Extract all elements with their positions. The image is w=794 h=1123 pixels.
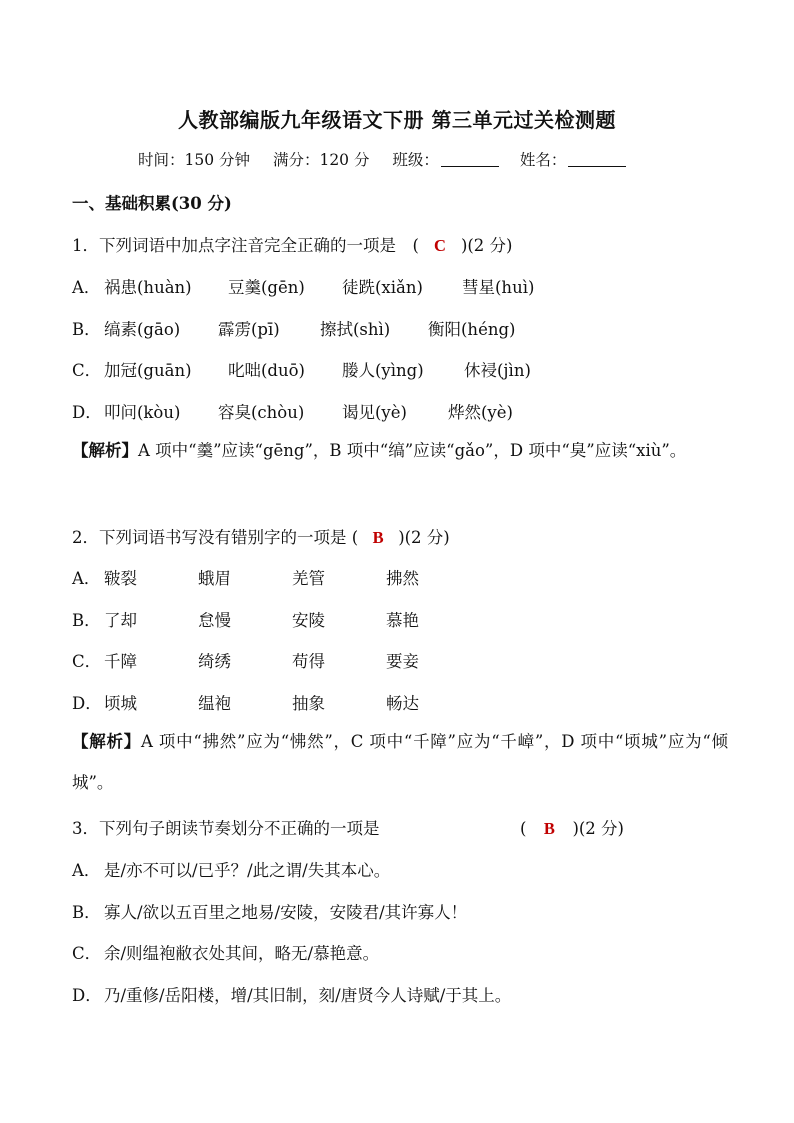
q2-option-a [72, 565, 419, 589]
option-item: 谒见(yè) [342, 403, 407, 422]
option-item: 怠慢 [198, 611, 231, 630]
question-1-points: )(2 分) [460, 236, 513, 255]
section-heading: 一、基础积累(30 分) [72, 194, 232, 213]
q2-option-d [72, 690, 419, 714]
option-letter: B． [72, 903, 101, 922]
analysis-label: 【解析】 [72, 441, 138, 460]
q1-option-a [72, 274, 534, 298]
option-item: 烨然(yè) [448, 403, 513, 422]
option-item: 千障 [104, 652, 137, 671]
q1-option-d [72, 399, 513, 423]
page-title: 人教部编版九年级语文下册 第三单元过关检测题 [178, 108, 616, 132]
option-letter: D． [72, 986, 102, 1005]
name-blank[interactable] [568, 152, 626, 167]
option-item: 要妾 [386, 652, 419, 671]
q1-option-b [72, 316, 515, 340]
option-item: 徒跣(xiǎn) [342, 278, 423, 297]
time-label: 时间：150 分钟 [138, 151, 251, 169]
option-item: 衡阳(héng) [428, 320, 516, 339]
option-item: 叩问(kòu) [104, 403, 181, 422]
q3-option-d [72, 982, 511, 1006]
class-blank[interactable] [441, 152, 499, 167]
class-label: 班级： [392, 151, 439, 169]
analysis-text: A 项中“羹”应读“gēng”，B 项中“缟”应读“gǎo”，D 项中“臭”应读“xiù”。 [138, 441, 687, 460]
question-1-answer: C [433, 236, 446, 255]
option-text: 乃/重修/岳阳楼，增/其旧制，刻/唐贤今人诗赋/于其上。 [104, 986, 512, 1005]
question-1 [72, 232, 513, 256]
option-item: 安陵 [292, 611, 325, 630]
option-text: 余/则缊袍敝衣处其间，略无/慕艳意。 [104, 944, 380, 963]
option-letter: D． [72, 403, 102, 422]
option-item: 绮绣 [198, 652, 231, 671]
option-letter: C． [72, 944, 102, 963]
option-item: 皲裂 [104, 569, 137, 588]
option-item: 畅达 [386, 694, 419, 713]
question-2-points: )(2 分) [398, 528, 450, 547]
question-3-stem: 3．下列句子朗读节奏划分不正确的一项是 [72, 819, 380, 838]
exam-info [138, 148, 642, 170]
q3-option-c [72, 940, 379, 964]
option-item: 擦拭(shì) [320, 320, 391, 339]
option-item: 加冠(guān) [104, 361, 192, 380]
option-item: 休祲(jìn) [464, 361, 531, 380]
name-label: 姓名： [519, 151, 567, 169]
q1-option-c [72, 357, 531, 381]
option-item: 拂然 [386, 569, 419, 588]
score-label: 满分：120 分 [272, 151, 370, 169]
option-item: 抽象 [292, 694, 325, 713]
q2-option-b [72, 607, 419, 631]
option-letter: A． [72, 278, 101, 297]
option-item: 羌管 [292, 569, 325, 588]
question-3-points: )(2 分) [572, 819, 624, 838]
analysis-text: A 项中“拂然”应为“怫然”，C 项中“千障”应为“千嶂”，D 项中“顷城”应为“倾城”。 [72, 732, 729, 792]
question-2-answer: B [372, 528, 384, 547]
q2-analysis [72, 721, 728, 803]
option-item: 蛾眉 [198, 569, 231, 588]
question-3-answer: B [543, 819, 555, 838]
q3-option-b [72, 899, 467, 923]
option-item: 容臭(chòu) [218, 403, 305, 422]
analysis-label: 【解析】 [72, 732, 141, 751]
option-item: 豆羹(gēn) [228, 278, 305, 297]
option-item: 缊袍 [198, 694, 231, 713]
option-letter: B． [72, 320, 101, 339]
option-item: 慕艳 [386, 611, 419, 630]
option-item: 彗星(huì) [462, 278, 535, 297]
option-letter: D． [72, 694, 102, 713]
option-letter: C． [72, 652, 102, 671]
option-letter: C． [72, 361, 102, 380]
option-letter: B． [72, 611, 101, 630]
q1-analysis [72, 430, 728, 471]
option-item: 媵人(yìng) [342, 361, 424, 380]
question-2-stem: 2．下列词语书写没有错别字的一项是 ( [72, 528, 359, 547]
option-item: 缟素(gāo) [104, 320, 181, 339]
option-item: 霹雳(pī) [218, 320, 280, 339]
q2-option-c [72, 648, 419, 672]
option-text: 是/亦不可以/已乎？/此之谓/失其本心。 [104, 861, 391, 880]
option-item: 叱咄(duō) [228, 361, 305, 380]
option-item: 苟得 [292, 652, 325, 671]
option-text: 寡人/欲以五百里之地易/安陵，安陵君/其许寡人！ [104, 903, 468, 922]
option-item: 了却 [104, 611, 137, 630]
option-item: 顷城 [104, 694, 137, 713]
question-3-paren: ( [520, 819, 527, 838]
question-3 [72, 815, 624, 839]
q3-option-a [72, 857, 390, 881]
option-letter: A． [72, 861, 101, 880]
question-1-stem: 1．下列词语中加点字注音完全正确的一项是 ( [72, 236, 419, 255]
question-2 [72, 524, 450, 548]
option-letter: A． [72, 569, 101, 588]
option-item: 祸患(huàn) [104, 278, 192, 297]
